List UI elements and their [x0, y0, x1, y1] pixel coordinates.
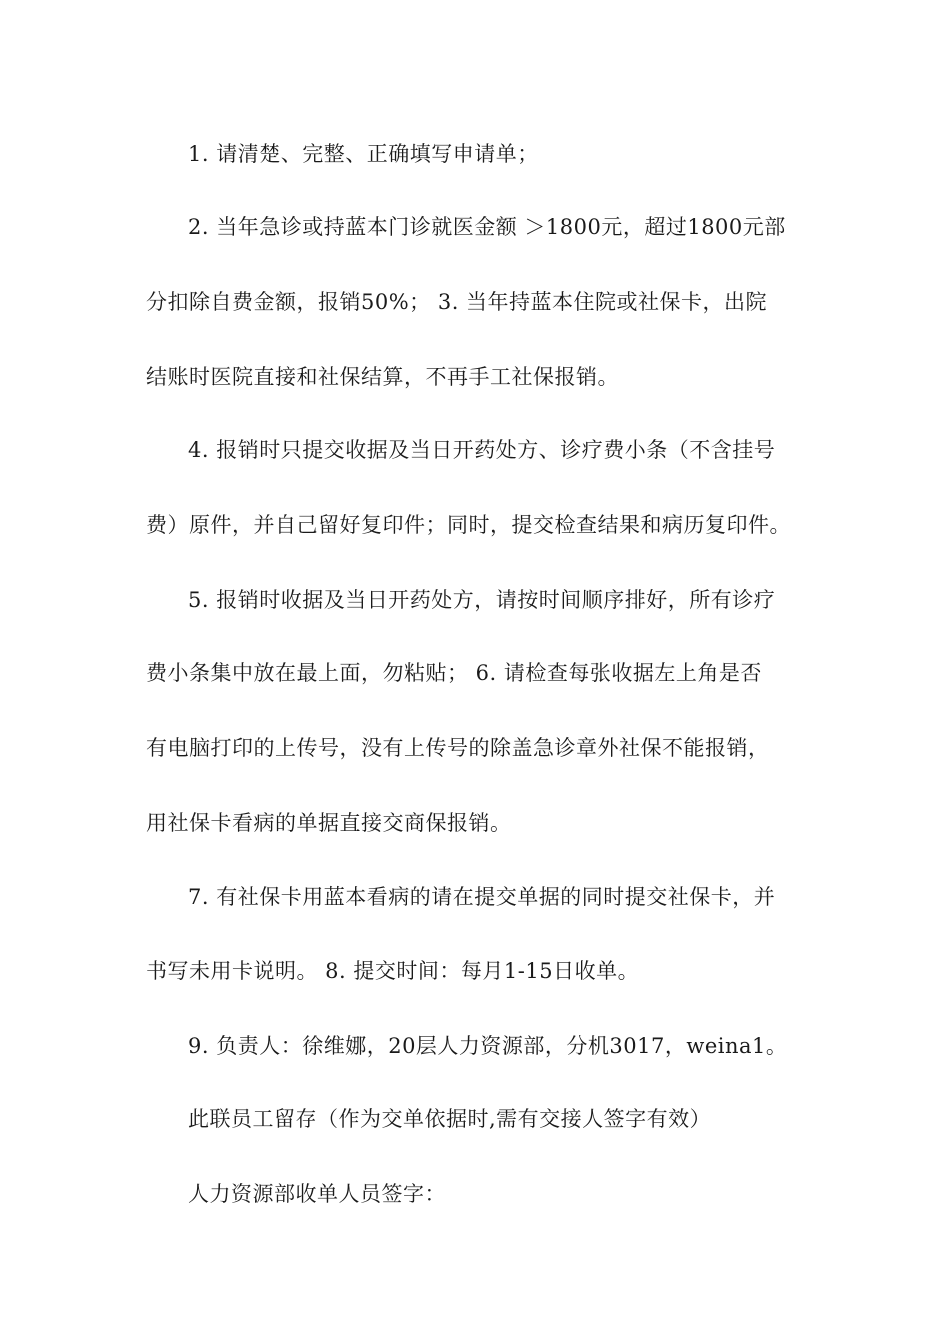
instruction-2-line: 2. 当年急诊或持蓝本门诊就医金额 ＞1800元，超过1800元部 [188, 215, 786, 239]
instruction-3-continued-line: 结账时医院直接和社保结算，不再手工社保报销。 [146, 365, 619, 389]
instruction-7-8-line: 书写未用卡说明。 8. 提交时间：每月1-15日收单。 [146, 959, 640, 983]
instruction-9-line: 9. 负责人：徐维娜，20层人力资源部，分机3017，weina1。 [188, 1034, 788, 1058]
instruction-2-3-line: 分扣除自费金额，报销50%； 3. 当年持蓝本住院或社保卡，出院 [146, 290, 768, 314]
instruction-4-continued-line: 费）原件，并自己留好复印件；同时，提交检查结果和病历复印件。 [146, 513, 791, 537]
instruction-6-end-line: 用社保卡看病的单据直接交商保报销。 [146, 811, 512, 835]
instruction-4-line: 4. 报销时只提交收据及当日开药处方、诊疗费小条（不含挂号 [188, 438, 776, 462]
instruction-7-line: 7. 有社保卡用蓝本看病的请在提交单据的同时提交社保卡，并 [188, 885, 776, 909]
instruction-5-line: 5. 报销时收据及当日开药处方，请按时间顺序排好，所有诊疗 [188, 588, 776, 612]
instruction-6-continued-line: 有电脑打印的上传号，没有上传号的除盖急诊章外社保不能报销， [146, 736, 770, 760]
instruction-1-line: 1. 请清楚、完整、正确填写申请单； [188, 142, 539, 166]
employee-copy-note: 此联员工留存（作为交单依据时,需有交接人签字有效） [188, 1107, 712, 1131]
hr-signature-label: 人力资源部收单人员签字： [188, 1182, 446, 1206]
instruction-5-6-line: 费小条集中放在最上面，勿粘贴； 6. 请检查每张收据左上角是否 [146, 661, 762, 685]
